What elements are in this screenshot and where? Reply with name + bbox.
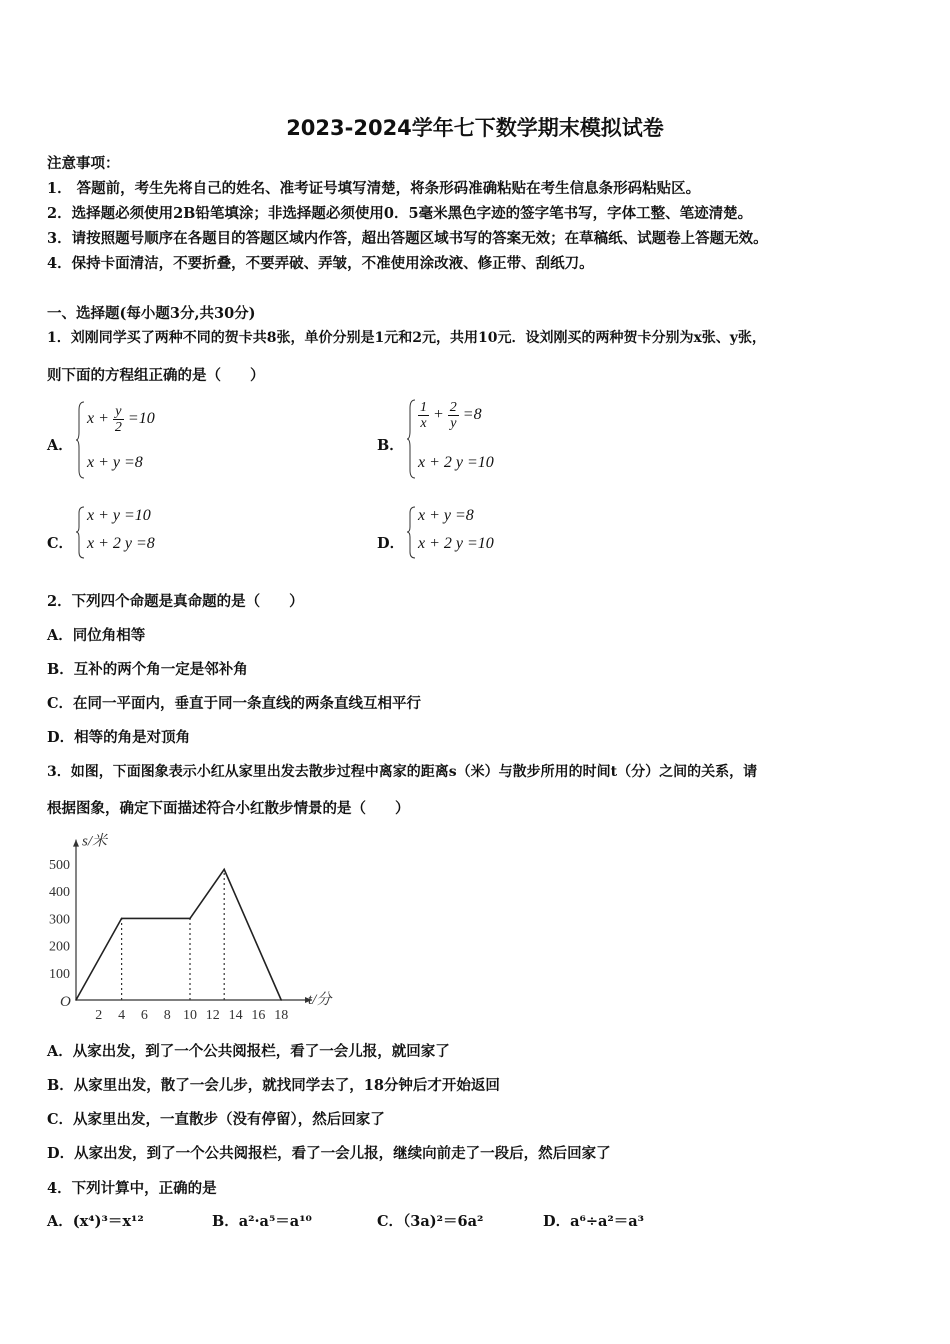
q1c-eq2: x + 2 y =8 (87, 535, 155, 552)
y-tick-label: 500 (49, 858, 70, 873)
q4-option-d-label: D． (543, 1213, 571, 1230)
y-tick-label: 300 (49, 912, 70, 928)
q4-stem: 4．下列计算中，正确的是 (47, 1180, 217, 1197)
x-tick-label: 16 (251, 1008, 266, 1023)
x-tick-label: 14 (228, 1008, 243, 1023)
q3-option-a: A．从家出发，到了一个公共阅报栏，看了一会儿报，就回家了 (47, 1043, 450, 1060)
x-tick-label: 8 (163, 1008, 171, 1023)
x-axis-label: t/分 (308, 992, 332, 1008)
q2-option-b: B．互补的两个角一定是邻补角 (47, 661, 248, 678)
left-brace-icon (76, 505, 86, 560)
q4-option-a-label: A． (47, 1213, 73, 1230)
notice-item-2: 2．选择题必须使用2B铅笔填涂；非选择题必须使用0．5毫米黑色字迹的签字笔书写，字体工整、笔迹清楚。 (47, 205, 753, 222)
q1b-eq1-plus: + (429, 406, 448, 424)
q1-option-a-label: A． (47, 437, 73, 454)
q1a-eq1-num: y (113, 404, 124, 420)
q1d-eq1: x + y =8 (418, 507, 474, 524)
left-brace-icon (407, 398, 417, 480)
y-axis-label: s/米 (82, 833, 108, 850)
y-tick-label: 100 (49, 966, 70, 982)
q1a-eq1-suffix: =10 (123, 410, 155, 428)
q1b-eq1-den2: y (450, 416, 457, 431)
notice-item-3: 3．请按照题号顺序在各题目的答题区域内作答，超出答题区域书写的答案无效；在草稿纸、试题卷上答题无效。 (47, 230, 768, 247)
q3-option-c: C．从家里出发，一直散步（没有停留），然后回家了 (47, 1111, 385, 1128)
q1c-eq1: x + y =10 (87, 507, 151, 524)
data-point (223, 869, 225, 871)
q4-option-b-text: a²·a⁵＝a¹⁰ (238, 1213, 312, 1230)
notice-item-1: 1． 答题前，考生先将自己的姓名、准考证号填写清楚，将条形码准确粘贴在考生信息条形码粘贴区。 (47, 180, 701, 197)
q1b-eq2: x + 2 y =10 (418, 454, 494, 471)
x-tick-label: 4 (118, 1008, 126, 1023)
q1d-eq2: x + 2 y =10 (418, 535, 494, 552)
origin-label: O (60, 994, 71, 1010)
q4-option-a-text: (x⁴)³＝x¹² (72, 1213, 144, 1230)
q1-stem-line2: 则下面的方程组正确的是（ ） (47, 367, 265, 384)
x-tick-label: 12 (205, 1008, 220, 1023)
q3-option-d: D．从家出发，到了一个公共阅报栏，看了一会儿报，继续向前走了一段后，然后回家了 (47, 1145, 611, 1162)
q1a-eq1-prefix: x + (87, 410, 113, 428)
q1a-eq2: x + y =8 (87, 454, 143, 471)
y-tick-label: 200 (49, 939, 70, 955)
q1b-eq1-den1: x (420, 416, 427, 431)
x-tick-label: 10 (183, 1008, 197, 1023)
x-tick-label: 18 (274, 1008, 289, 1023)
q1-option-c-system (76, 505, 196, 560)
x-tick-label: 2 (95, 1008, 103, 1023)
left-brace-icon (76, 400, 86, 480)
q2-option-c: C．在同一平面内，垂直于同一条直线的两条直线互相平行 (47, 695, 422, 712)
data-point (121, 918, 123, 920)
notice-item-4: 4．保持卡面清洁，不要折叠，不要弄破、弄皱，不准使用涂改液、修正带、刮纸刀。 (47, 255, 594, 272)
data-point (280, 999, 282, 1001)
q1b-eq1-num2: 2 (449, 400, 457, 415)
q4-option-a (47, 1210, 144, 1231)
q1-option-d-label: D． (377, 535, 405, 552)
q4-option-b-label: B． (212, 1213, 239, 1230)
q2-option-a: A．同位角相等 (47, 627, 146, 644)
q1-option-b-system (407, 398, 537, 480)
distance-time-chart (40, 826, 340, 1026)
q4-option-c (377, 1210, 483, 1231)
q1a-eq1-den: 2 (114, 420, 122, 435)
q1b-eq1-num1: 1 (420, 400, 427, 415)
section-heading: 一、选择题(每小题3分,共30分) (47, 305, 256, 322)
notice-heading: 注意事项： (47, 155, 120, 172)
q1-option-c-label: C． (47, 535, 74, 552)
data-point (189, 918, 191, 920)
q1-option-d-system (407, 505, 537, 560)
q4-option-c-text: （3a)²＝6a² (403, 1213, 484, 1230)
series-line (76, 869, 281, 1000)
left-brace-icon (407, 505, 417, 560)
y-axis-arrow-icon (73, 840, 79, 847)
q1b-eq1-suffix: =8 (458, 406, 482, 424)
page-title: 2023-2024学年七下数学期末模拟试卷 (286, 116, 664, 140)
q3-stem-line2: 根据图象，确定下面描述符合小红散步情景的是（ ） (47, 800, 410, 817)
q4-option-d (543, 1210, 644, 1231)
data-point (75, 999, 77, 1001)
q2-stem: 2．下列四个命题是真命题的是（ ） (47, 593, 304, 610)
x-tick-label: 6 (140, 1008, 148, 1023)
q2-option-d: D．相等的角是对顶角 (47, 729, 191, 746)
q4-option-b (212, 1210, 312, 1231)
q1-option-a-system (76, 400, 196, 480)
q4-option-c-label: C． (377, 1213, 404, 1230)
q3-option-b: B．从家里出发，散了一会儿步，就找同学去了，18分钟后才开始返回 (47, 1077, 500, 1094)
q4-option-d-text: a⁶÷a²＝a³ (570, 1213, 644, 1230)
q1-stem-line1: 1．刘刚同学买了两种不同的贺卡共8张，单价分别是1元和2元，共用10元．设刘刚买的两种贺卡分别为x张、y张， (47, 330, 766, 346)
q1-option-b-label: B． (377, 437, 404, 454)
y-tick-label: 400 (49, 885, 70, 901)
q3-stem-line1: 3．如图，下面图象表示小红从家里出发去散步过程中离家的距离s（米）与散步所用的时间t（分）之间的关系，请 (47, 764, 758, 780)
